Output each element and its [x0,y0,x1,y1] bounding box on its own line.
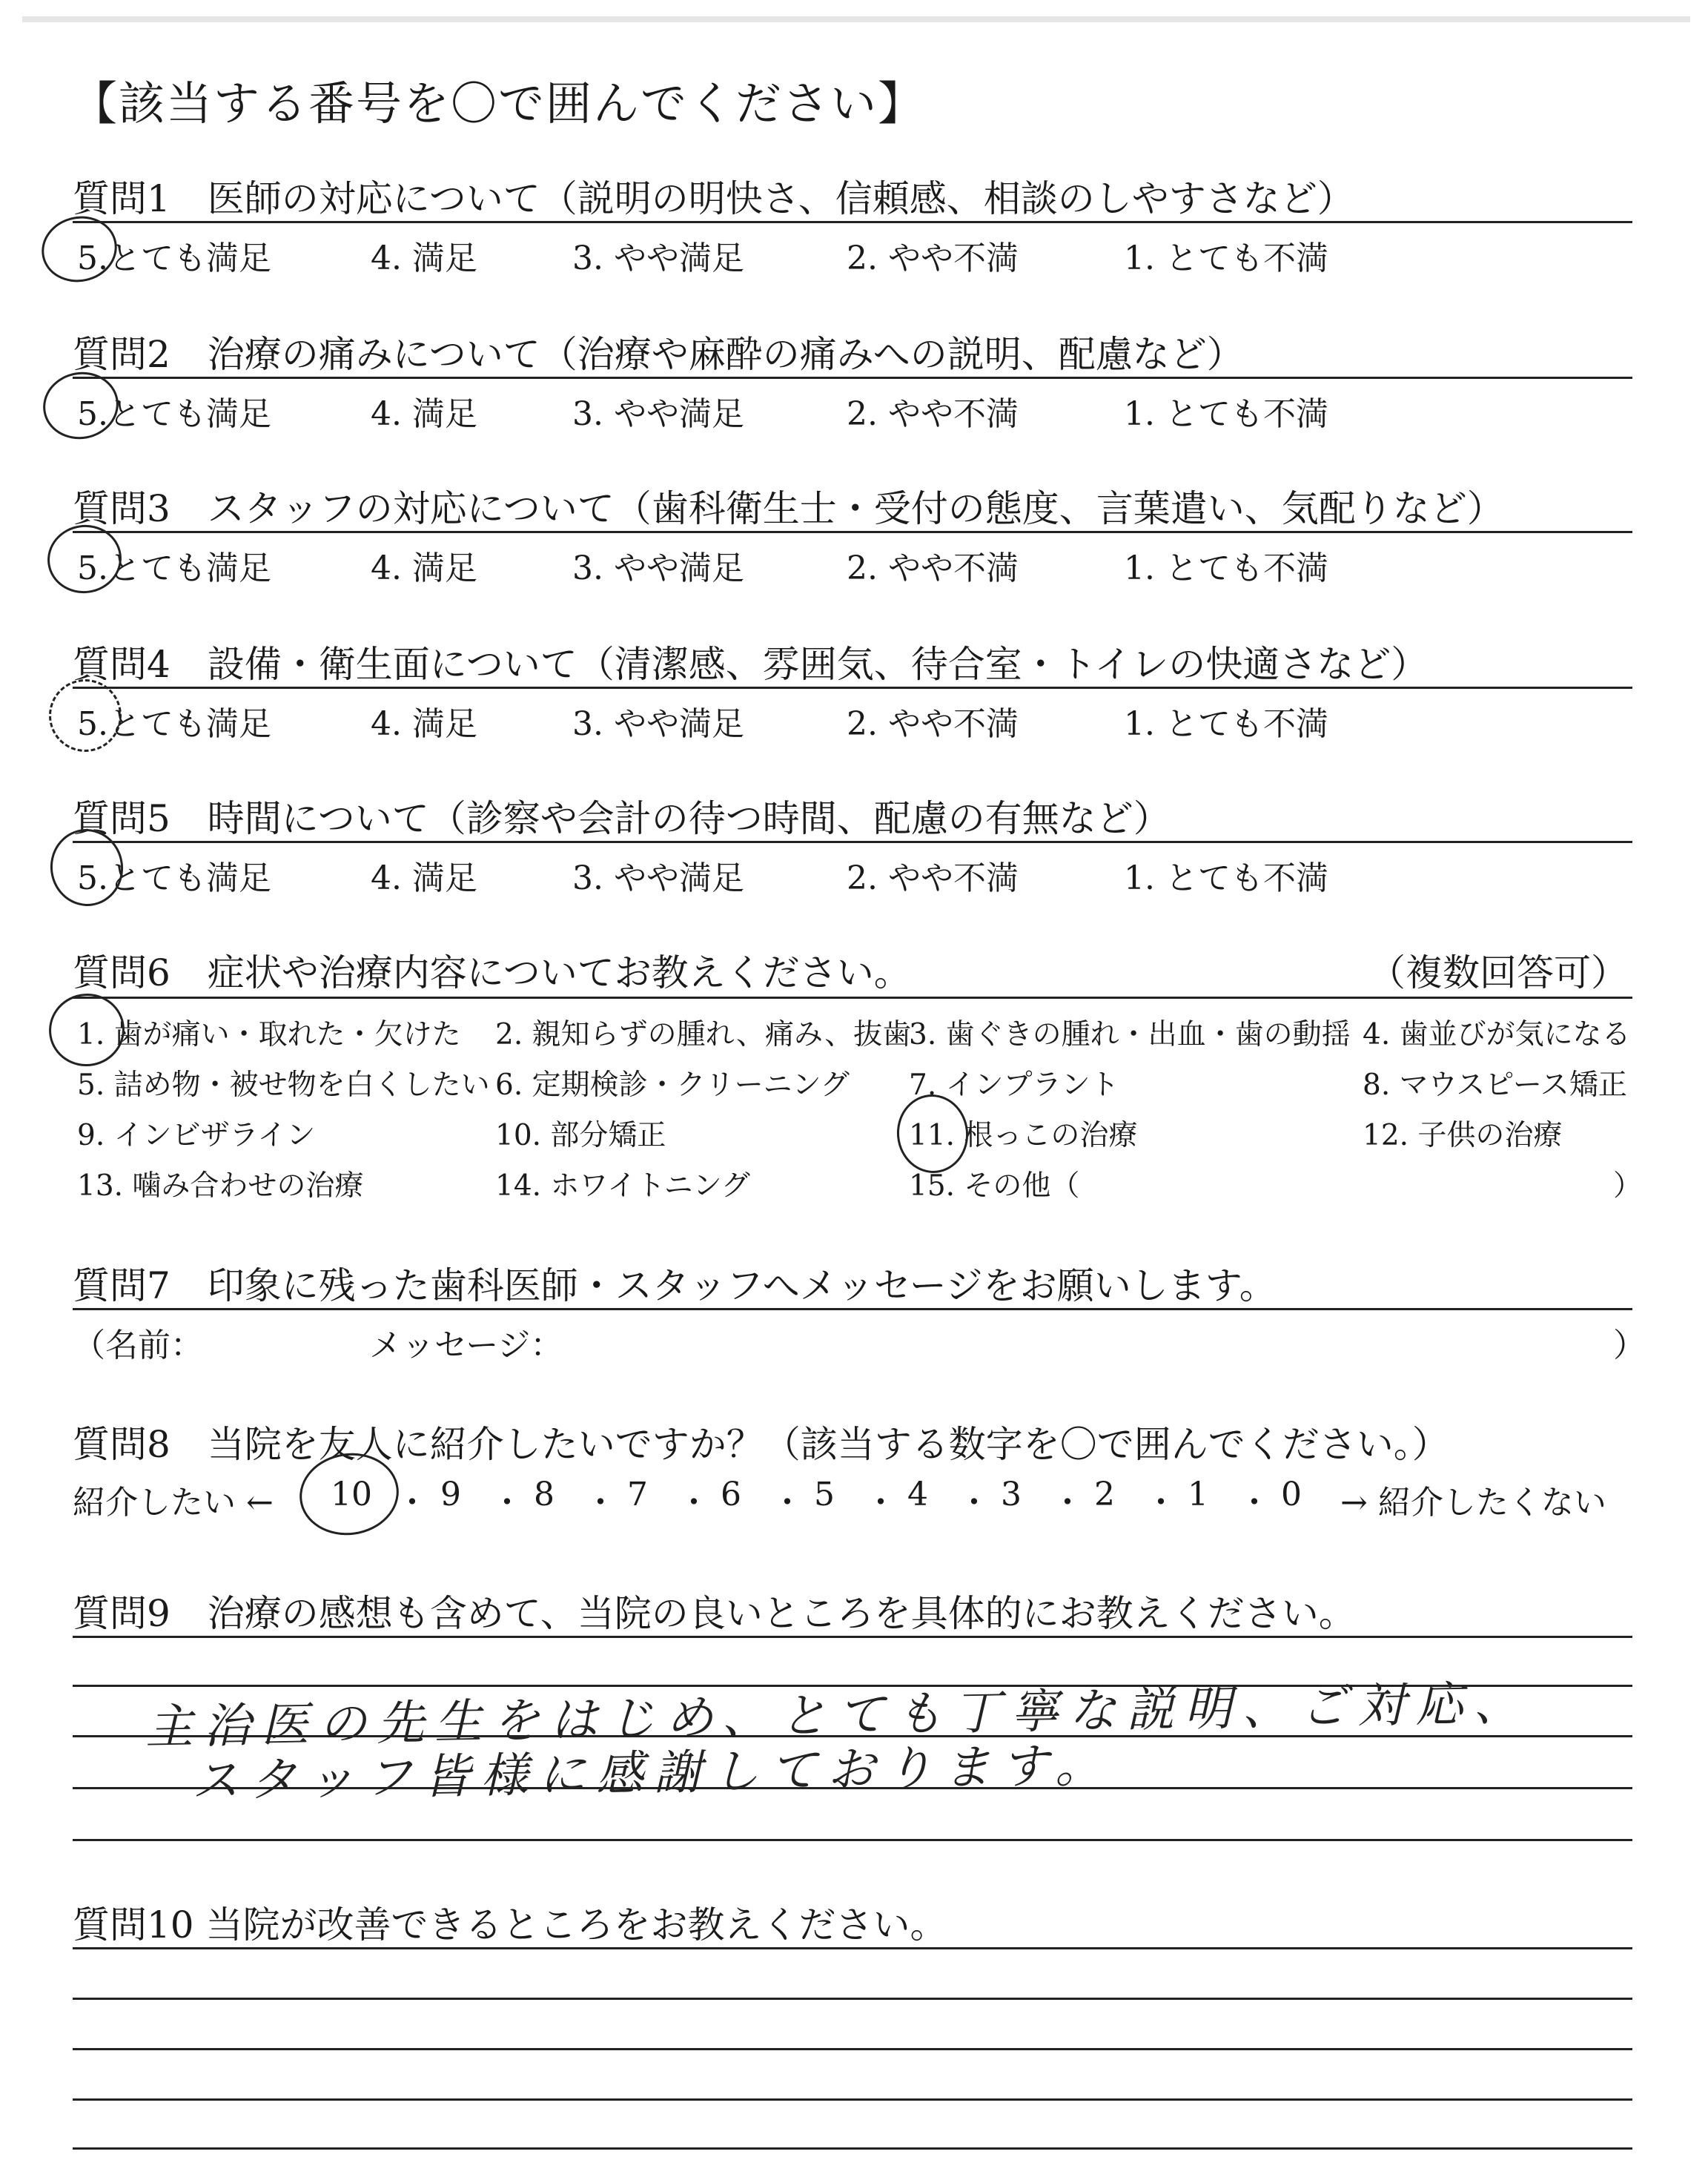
question-5: 質問5 時間について（診察や会計の待つ時間、配慮の有無など） [73,797,1171,840]
q8-dot: ・ [1145,1484,1177,1522]
q8-number-5[interactable]: 5 [814,1476,835,1513]
q8-dot: ・ [1238,1484,1271,1522]
q8-number-7[interactable]: 7 [627,1476,648,1513]
q3-option-5[interactable]: 5.とても満足 [77,549,271,587]
q8-dot: ・ [584,1484,617,1522]
q4-option-2[interactable]: 2. やや不満 [847,705,1019,743]
q7-message-label[interactable]: メッセージ： [369,1327,563,1364]
rule-q3 [73,531,1632,533]
q8-number-4[interactable]: 4 [907,1476,928,1513]
rule-q10-2 [73,1998,1632,2000]
q7-close-paren: ） [1613,1327,1646,1364]
page-edge [22,16,1690,22]
rule-q10-1 [73,1947,1632,1949]
q4-option-3[interactable]: 3. やや満足 [572,705,744,743]
rule-q10-3 [73,2048,1632,2050]
q5-option-2[interactable]: 2. やや不満 [847,859,1019,897]
q3-option-3[interactable]: 3. やや満足 [572,549,744,587]
q6-option-2[interactable]: 2. 親知らずの腫れ、痛み、抜歯 [495,1018,912,1051]
q3-option-2[interactable]: 2. やや不満 [847,549,1019,587]
q5-option-1[interactable]: 1. とても不満 [1124,859,1328,897]
rule-q9-1 [73,1636,1632,1638]
q8-number-2[interactable]: 2 [1094,1476,1115,1513]
q8-number-9[interactable]: 9 [440,1476,461,1513]
q8-dot: ・ [771,1484,804,1522]
q1-option-2[interactable]: 2. やや不満 [847,240,1019,277]
rule-q1 [73,221,1632,223]
q5-option-5[interactable]: 5.とても満足 [77,859,271,897]
q6-option-15-close: ） [1613,1169,1643,1203]
rule-q5 [73,841,1632,843]
q8-number-0[interactable]: 0 [1281,1476,1302,1513]
q2-option-2[interactable]: 2. やや不満 [847,395,1019,433]
q9-handwritten-line-2: スタッフ皆様に感謝しております。 [191,1738,1113,1809]
q8-number-8[interactable]: 8 [534,1476,555,1513]
q8-dot: ・ [491,1484,523,1522]
q6-option-7[interactable]: 7. インプラント [909,1069,1119,1102]
q8-number-6[interactable]: 6 [721,1476,741,1513]
question-2: 質問2 治療の痛みについて（治療や麻酔の痛みへの説明、配慮など） [73,333,1244,376]
q8-dot: ・ [864,1484,897,1522]
question-7: 質問7 印象に残った歯科医師・スタッフへメッセージをお願いします。 [73,1264,1277,1307]
q2-option-5[interactable]: 5.とても満足 [77,395,271,433]
q8-left-label: 紹介したい ← [73,1484,274,1522]
q6-option-5[interactable]: 5. 詰め物・被せ物を白くしたい [77,1069,490,1102]
rule-q6 [73,997,1632,999]
question-6: 質問6 症状や治療内容についてお教えください。 [73,951,911,994]
q6-option-15[interactable]: 15. その他（ [909,1169,1080,1203]
q1-option-5[interactable]: 5.とても満足 [77,240,271,277]
q3-option-4[interactable]: 4. 満足 [371,549,477,587]
q4-option-4[interactable]: 4. 満足 [371,705,477,743]
q6-option-8[interactable]: 8. マウスピース矯正 [1363,1069,1627,1102]
q8-right-label: → 紹介したくない [1340,1484,1606,1522]
q6-option-6[interactable]: 6. 定期検診・クリーニング [495,1069,850,1102]
q2-option-4[interactable]: 4. 満足 [371,395,477,433]
question-1: 質問1 医師の対応について（説明の明快さ、信頼感、相談のしやすさなど） [73,177,1354,220]
question-3: 質問3 スタッフの対応について（歯科衛生士・受付の態度、言葉遣い、気配りなど） [73,487,1504,530]
q5-option-3[interactable]: 3. やや満足 [572,859,744,897]
q9-handwritten-line-1: 主治医の先生をはじめ、とても丁寧な説明、ご対応、 [145,1676,1532,1756]
question-8: 質問8 当院を友人に紹介したいですか？（該当する数字を〇で囲んでください。） [73,1423,1449,1466]
q6-option-3[interactable]: 3. 歯ぐきの腫れ・出血・歯の動揺 [909,1018,1351,1051]
q4-option-5[interactable]: 5.とても満足 [77,705,271,743]
q6-option-10[interactable]: 10. 部分矯正 [495,1119,666,1152]
q6-option-1[interactable]: 1. 歯が痛い・取れた・欠けた [77,1018,461,1051]
q1-option-1[interactable]: 1. とても不満 [1124,240,1328,277]
q2-option-3[interactable]: 3. やや満足 [572,395,744,433]
rule-q10-5 [73,2147,1632,2150]
q6-selection-circle-1 [43,988,130,1072]
q5-option-4[interactable]: 4. 満足 [371,859,477,897]
q1-option-4[interactable]: 4. 満足 [371,240,477,277]
q6-option-14[interactable]: 14. ホワイトニング [495,1169,750,1203]
q1-option-3[interactable]: 3. やや満足 [572,240,744,277]
rule-q9-5 [73,1839,1632,1841]
question-10: 質問10 当院が改善できるところをお教えください。 [73,1903,947,1946]
question-9: 質問9 治療の感想も含めて、当院の良いところを具体的にお教えください。 [73,1592,1356,1635]
q6-option-13[interactable]: 13. 噛み合わせの治療 [77,1169,364,1203]
q8-dot: ・ [396,1484,428,1522]
q6-option-4[interactable]: 4. 歯並びが気になる [1363,1018,1631,1051]
q6-option-12[interactable]: 12. 子供の治療 [1363,1119,1563,1152]
rule-q2 [73,377,1632,379]
q8-dot: ・ [958,1484,990,1522]
q8-dot: ・ [678,1484,710,1522]
q7-name-label: （名前： [73,1327,203,1364]
rule-q4 [73,687,1632,689]
q4-selection-circle [49,679,122,752]
q2-option-1[interactable]: 1. とても不満 [1124,395,1328,433]
q6-option-11[interactable]: 11. 根っこの治療 [909,1119,1138,1152]
q8-number-1[interactable]: 1 [1188,1476,1208,1513]
rule-q10-4 [73,2098,1632,2101]
q8-dot: ・ [1051,1484,1084,1522]
q6-multiple-note: （複数回答可） [1368,951,1628,994]
q8-number-10[interactable]: 10 [331,1476,372,1513]
rule-q7 [73,1308,1632,1310]
q8-number-3[interactable]: 3 [1001,1476,1022,1513]
q6-option-9[interactable]: 9. インビザライン [77,1119,316,1152]
q3-option-1[interactable]: 1. とても不満 [1124,549,1328,587]
q4-option-1[interactable]: 1. とても不満 [1124,705,1328,743]
page-title: 【該当する番号を〇で囲んでください】 [71,76,926,131]
question-4: 質問4 設備・衛生面について（清潔感、雰囲気、待合室・トイレの快適さなど） [73,643,1429,686]
